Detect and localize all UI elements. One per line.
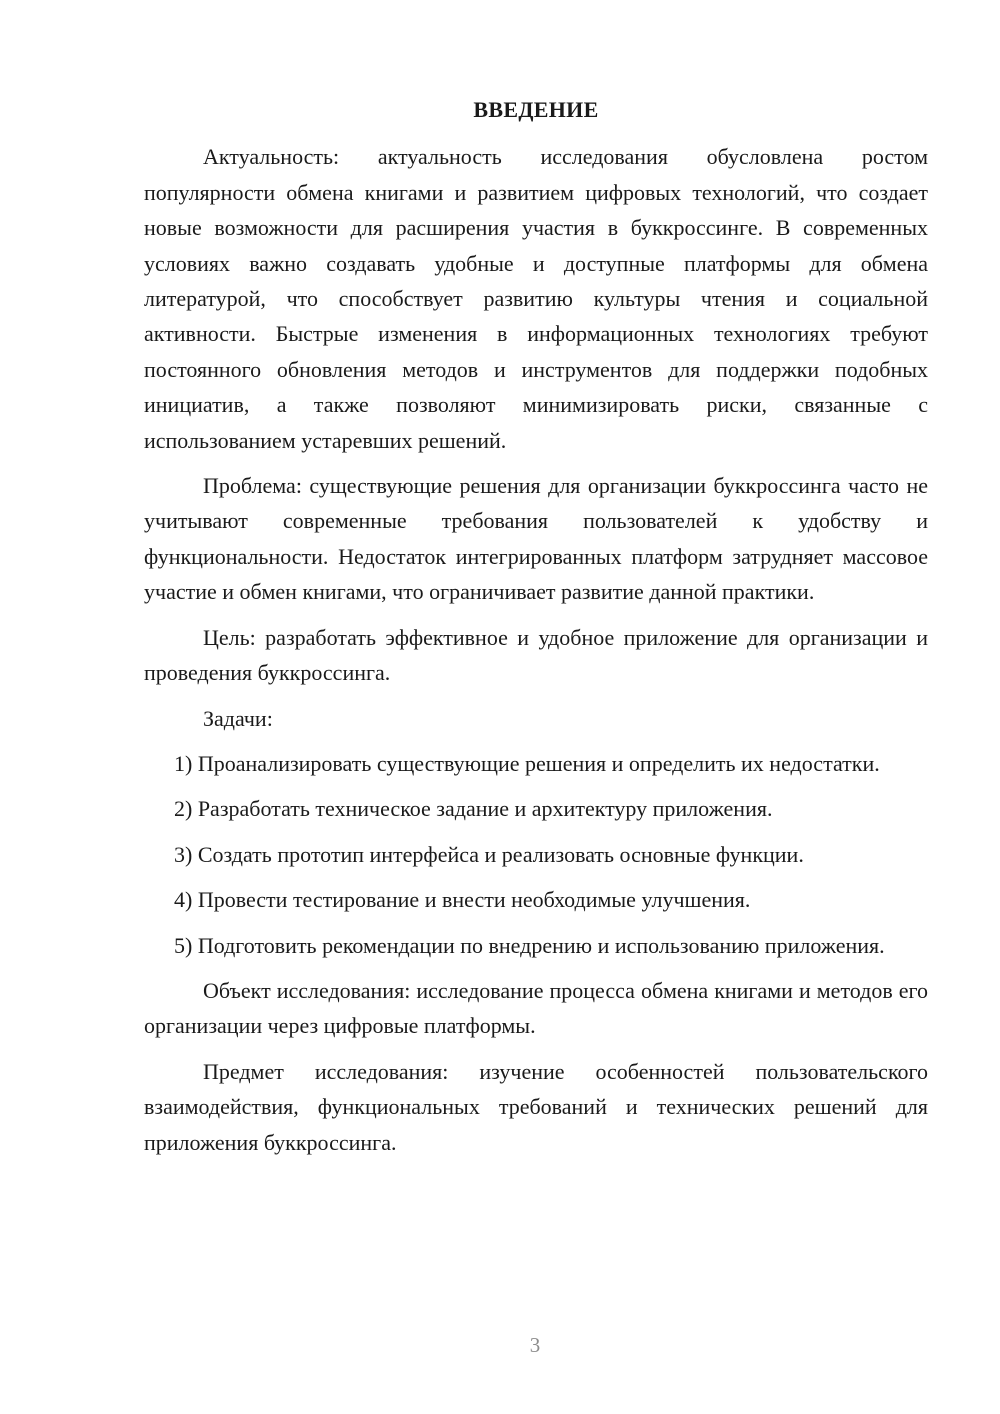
paragraph-problem: Проблема: существующие решения для организации буккроссинга часто не учитывают современные требования пользователей к удобству и функциональности. Недостаток интегрированных платформ затрудняет массовое участие и обмен книгами, что ограничивает развитие данной практики.	[144, 473, 928, 605]
document-page	[144, 92, 928, 1160]
task-item-5: 5) Подготовить рекомендации по внедрению и использованию приложения.	[174, 932, 885, 958]
task-item-3: 3) Создать прототип интерфейса и реализовать основные функции.	[174, 841, 804, 867]
section-title: ВВЕДЕНИЕ	[473, 97, 599, 122]
task-item-2: 2) Разработать техническое задание и архитектуру приложения.	[174, 796, 773, 822]
paragraph-relevance: Актуальность: актуальность исследования обусловлена ростом популярности обмена книгами и развитием цифровых технологий, что создает новые возможности для расширения участия в буккроссинге. В современных условиях важно создавать удобные и доступные платформы для обмена литературой, что способствует развитию культуры чтения и социальной активности. Быстрые изменения в информационных технологиях требуют постоянного обновления методов и инструментов для поддержки подобных инициатив, а также позволяют минимизировать риски, связанные с использованием устаревших решений.	[144, 144, 928, 453]
tasks-heading: Задачи:	[203, 705, 273, 731]
task-item-4: 4) Провести тестирование и внести необходимые улучшения.	[174, 887, 751, 913]
paragraph-goal: Цель: разработать эффективное и удобное приложение для организации и проведения буккроссинга.	[144, 624, 928, 686]
paragraph-subject: Предмет исследования: изучение особенностей пользовательского взаимодействия, функциональных требований и технических решений для приложения буккроссинга.	[144, 1058, 928, 1155]
paragraph-object: Объект исследования: исследование процесса обмена книгами и методов его организации через цифровые платформы.	[144, 977, 928, 1039]
task-item-1: 1) Проанализировать существующие решения и определить их недостатки.	[174, 750, 880, 776]
page-number: 3	[529, 1333, 541, 1357]
